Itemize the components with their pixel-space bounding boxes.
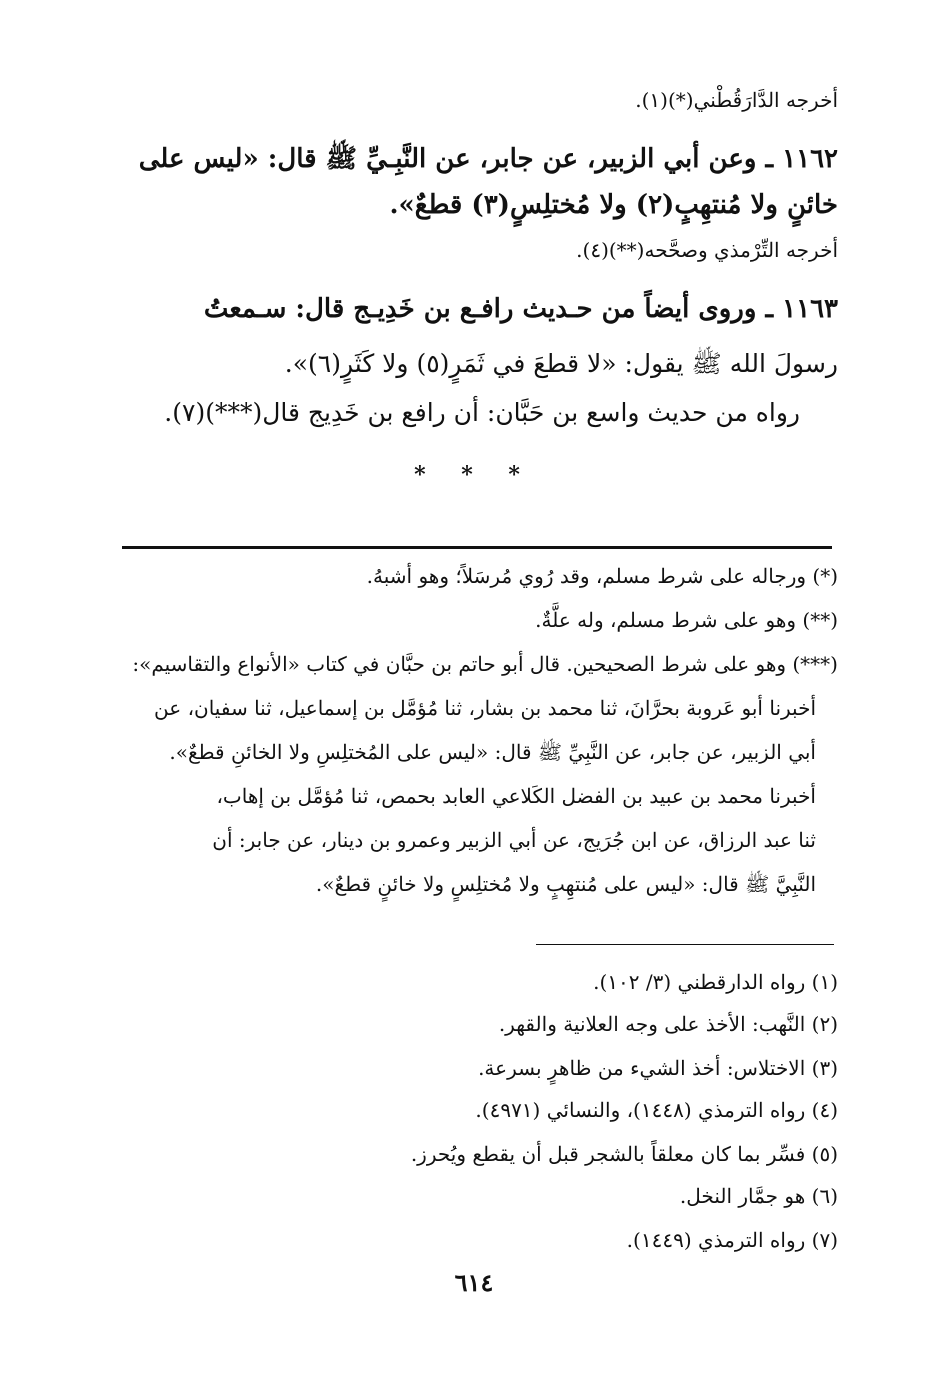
footnotes-divider — [536, 944, 834, 945]
editor-note-3: (***) وهو على شرط الصحيحين. قال أبو حاتم بن حبَّان في كتاب «الأنواع والتقاسيم»: — [132, 652, 838, 676]
footnote-1: (١) رواه الدارقطني (٣/ ١٠٢). — [593, 970, 838, 994]
editor-note-3-line-4: أخبرنا محمد بن عبيد بن الفضل الكَلاعي العابد بحمص، ثنا مُؤمَّل بن إهاب، — [216, 784, 816, 808]
editor-note-2: (**) وهو على شرط مسلم، وله علَّةٌ. — [535, 608, 838, 632]
editor-note-3-line-5: ثنا عبد الرزاق، عن ابن جُرَيج، عن أبي الزبير وعمرو بن دينار، عن جابر: أن — [212, 828, 816, 852]
hadith-1163-line-2: رسولَ الله ﷺ يقول: «لا قطعَ في ثَمَرٍ(٥) ولا كَثَرٍ(٦)». — [284, 349, 838, 378]
footnote-2: (٢) النَّهب: الأخذ على وجه العلانية والقهر. — [498, 1012, 838, 1036]
editor-note-1: (*) ورجاله على شرط مسلم، وقد رُوي مُرسَلاً؛ وهو أشبهُ. — [366, 564, 838, 588]
section-separator-stars: * * * — [414, 462, 534, 488]
page-number: ٦١٤ — [454, 1268, 494, 1297]
takhrij-line-1: أخرجه الدَّارَقُطْني(*)(١). — [635, 88, 838, 112]
editor-note-3-line-2: أخبرنا أبو عَروبة بحرَّانَ، ثنا محمد بن بشار، ثنا مُؤمَّل بن إسماعيل، ثنا سفيان، عن — [154, 696, 816, 720]
hadith-1162-line-2: خائنٍ ولا مُنتهِبٍ(٢) ولا مُختلِسٍ(٣) قطعٌ». — [389, 190, 838, 220]
footnote-7: (٧) رواه الترمذي (١٤٤٩). — [626, 1228, 838, 1252]
hadith-1163-line-1: ١١٦٣ ـ وروى أيضاً من حـديث رافـع بن خَدِيـج قال: سـمعتُ — [203, 294, 838, 324]
notes-divider — [122, 546, 832, 549]
footnote-4: (٤) رواه الترمذي (١٤٤٨)، والنسائي (٤٩٧١). — [475, 1098, 838, 1122]
takhrij-line-2: أخرجه التِّرْمذي وصحَّحه(**)(٤). — [576, 238, 838, 262]
hadith-1162-line-1: ١١٦٢ ـ وعن أبي الزبير، عن جابر، عن النَّبِـيِّ ﷺ قال: «ليس على — [138, 144, 838, 174]
editor-note-3-line-6: النَّبِيَّ ﷺ قال: «ليس على مُنتهِبٍ ولا مُختلِسٍ ولا خائنٍ قطعٌ». — [315, 872, 816, 896]
riwayah-line: رواه من حديث واسع بن حَبَّان: أن رافع بن خَدِيج قال(***)(٧). — [164, 398, 800, 427]
footnote-5: (٥) فسِّر بما كان معلقاً بالشجر قبل أن يقطع ويُحرز. — [410, 1142, 838, 1166]
footnote-6: (٦) هو جمَّار النخل. — [679, 1184, 838, 1208]
editor-note-3-line-3: أبي الزبير، عن جابر، عن النَّبِيِّ ﷺ قال: «ليس على المُختلِسِ ولا الخائنِ قطعٌ». — [169, 740, 816, 764]
footnote-3: (٣) الاختلاس: أخذ الشيء من ظاهرٍ بسرعة. — [478, 1056, 838, 1080]
